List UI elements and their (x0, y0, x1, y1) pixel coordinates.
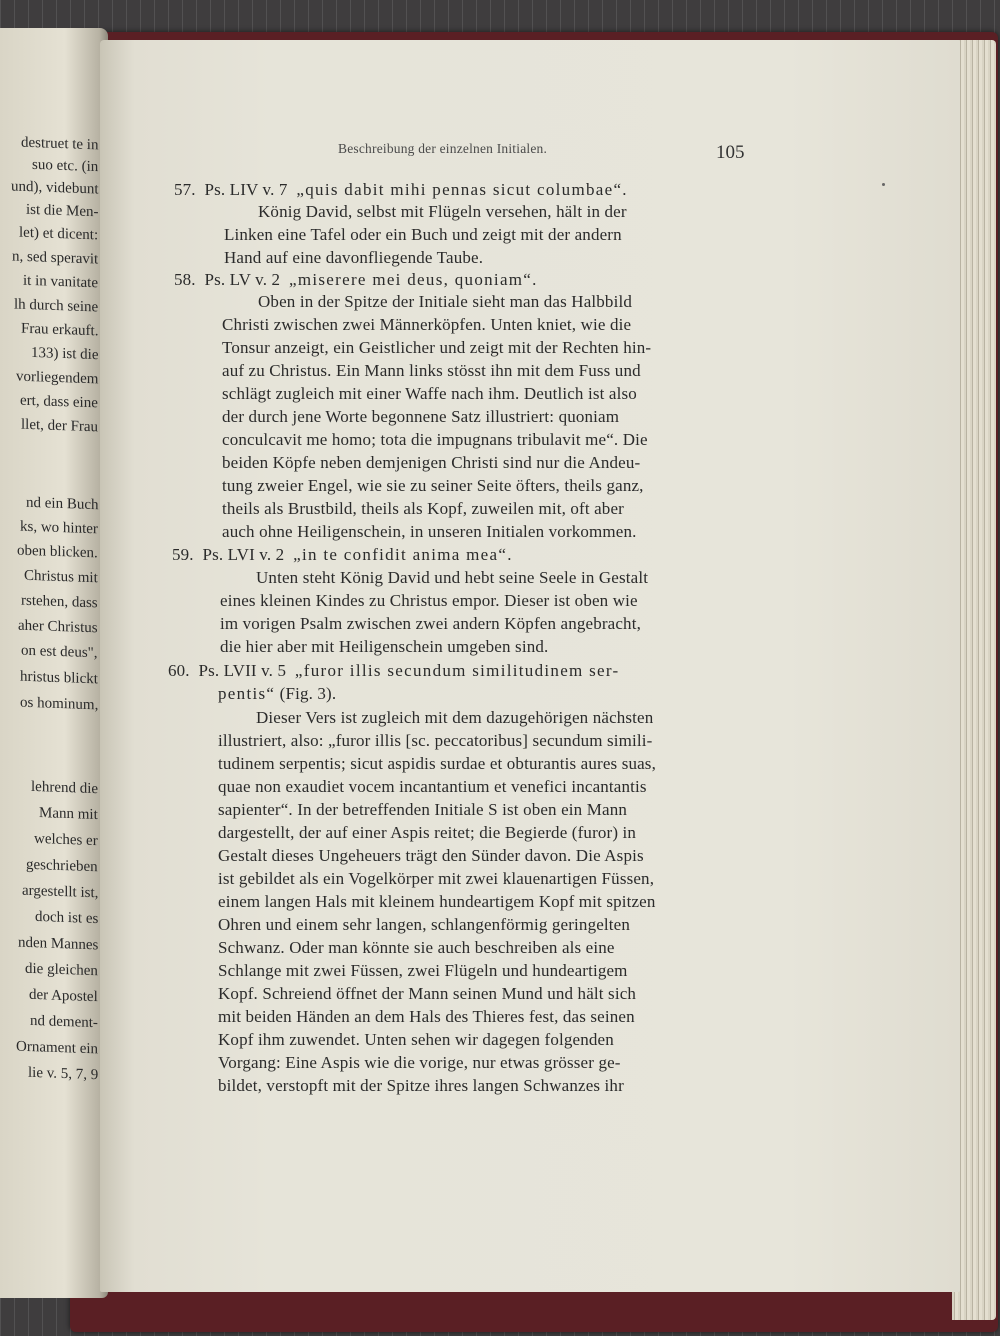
running-title: Beschreibung der einzelnen Initialen. (338, 141, 548, 156)
body-line: quae non exaudiet vocem incantantium et venefici incantantis (218, 777, 647, 796)
body-line: Christi zwischen zwei Männerköpfen. Unten kniet, wie die (222, 315, 632, 334)
body-line: Oben in der Spitze der Initiale sieht man das Halbbild (258, 292, 632, 311)
psalm-ref: Ps. LVI v. 2 (202, 545, 285, 564)
left-fragment: welches er (34, 830, 98, 850)
body-line: eines kleinen Kindes zu Christus empor. Dieser ist oben wie (220, 591, 638, 610)
body-line: theils als Brustbild, theils als Kopf, zuweilen mit, oft aber (222, 499, 624, 518)
body-line: auch ohne Heiligenschein, in unseren Initialen vorkommen. (222, 522, 637, 541)
left-fragment: Christus mit (24, 567, 98, 587)
left-fragment: let) et dicent: (18, 224, 98, 244)
left-fragment: 133) ist die (30, 344, 98, 364)
entry-59-heading (172, 545, 513, 565)
left-fragment: nden Mannes (17, 934, 98, 954)
body-line: Linken eine Tafel oder ein Buch und zeigt mit der andern (224, 225, 622, 244)
left-fragment: lh durch seine (13, 296, 98, 316)
body-line: mit beiden Händen an dem Hals des Thieres fest, das seinen (218, 1007, 635, 1026)
left-fragment: suo etc. (in (31, 156, 98, 176)
page-number: 105 (716, 142, 745, 163)
left-fragment: argestellt ist, (21, 882, 98, 902)
body-line: Schwanz. Oder man könnte sie auch beschreiben als eine (218, 938, 615, 957)
body-line: auf zu Christus. Ein Mann links stösst ihn mit dem Fuss und (222, 361, 641, 380)
body-line: conculcavit me homo; tota die impugnans tribulavit me“. Die (222, 430, 648, 449)
body-line: tung zweier Engel, wie sie zu seiner Seite öfters, theils ganz, (222, 476, 644, 495)
body-line: dargestellt, der auf einer Aspis reitet; die Begierde (furor) in (218, 823, 637, 842)
psalm-quote: „furor illis secundum similitudinem ser- (294, 661, 620, 680)
body-line: der durch jene Worte begonnene Satz illustriert: quoniam (222, 407, 620, 426)
body-line: die hier aber mit Heiligenschein umgeben sind. (220, 637, 549, 656)
left-fragment: hristus blickt (20, 668, 98, 688)
psalm-quote-cont: pentis“ (218, 684, 276, 703)
body-line: ist gebildet als ein Vogelkörper mit zwei klauenartigen Füssen, (218, 869, 655, 888)
body-line: Unten steht König David und hebt seine Seele in Gestalt (256, 568, 649, 587)
entry-number: 60. (168, 661, 190, 680)
left-facing-page (0, 28, 108, 1298)
left-fragment: der Apostel (29, 986, 98, 1006)
entry-number: 58. (174, 270, 196, 289)
psalm-quote: „quis dabit mihi pennas sicut columbae“. (296, 180, 628, 199)
body-line: Schlange mit zwei Füssen, zwei Flügeln und hundeartigem (218, 961, 628, 980)
entry-60-heading-cont (218, 684, 336, 704)
psalm-ref: Ps. LVII v. 5 (198, 661, 287, 680)
left-fragment: Mann mit (39, 804, 98, 824)
entry-57-heading (174, 180, 628, 200)
body-line: illustriert, also: „furor illis [sc. peccatoribus] secundum simili- (218, 731, 653, 750)
entry-number: 57. (174, 180, 196, 199)
left-fragment: lie v. 5, 7, 9 (27, 1064, 98, 1084)
body-line: tudinem serpentis; sicut aspidis surdae et obturantis aures suas, (218, 754, 656, 773)
left-fragment: nd dement- (30, 1012, 98, 1032)
body-line: Dieser Vers ist zugleich mit dem dazugehörigen nächsten (256, 708, 654, 727)
left-fragment: destruet te in (20, 134, 98, 154)
body-line: Hand auf eine davonfliegende Taube. (224, 248, 484, 267)
left-fragment: nd ein Buch (25, 494, 98, 514)
left-fragment: n, sed speravit (11, 248, 98, 268)
entry-60-heading (168, 661, 619, 681)
left-fragment: vorliegendem (15, 368, 98, 388)
left-fragment: Frau erkauft. (20, 320, 98, 340)
left-fragment: ist die Men- (25, 201, 98, 221)
left-fragment: lehrend die (30, 778, 98, 798)
left-fragment: oben blicken. (17, 542, 98, 562)
page-speck (882, 183, 885, 186)
left-fragment: Ornament ein (15, 1038, 98, 1058)
body-line: Vorgang: Eine Aspis wie die vorige, nur etwas grösser ge- (218, 1053, 621, 1072)
body-line: im vorigen Psalm zwischen zwei andern Köpfen angebracht, (220, 614, 641, 633)
left-fragment: os hominum, (19, 694, 98, 714)
left-fragment: on est deus", (21, 642, 98, 662)
left-fragment: aher Christus (18, 617, 98, 637)
body-line: Kopf. Schreiend öffnet der Mann seinen Mund und hält sich (218, 984, 637, 1003)
body-line: schlägt zugleich mit einer Waffe nach ihm. Deutlich ist also (222, 384, 637, 403)
psalm-ref: Ps. LIV v. 7 (204, 180, 288, 199)
left-fragment: rstehen, dass (21, 592, 98, 612)
body-line: sapienter“. In der betreffenden Initiale S ist oben ein Mann (218, 800, 627, 819)
psalm-quote: „miserere mei deus, quoniam“. (289, 270, 538, 289)
left-fragment: ert, dass eine (20, 392, 98, 412)
left-fragment: ks, wo hinter (20, 518, 98, 538)
left-fragment: geschrieben (26, 856, 98, 876)
figure-ref: (Fig. 3). (279, 684, 337, 703)
psalm-quote: „in te confidit anima mea“. (293, 545, 513, 564)
left-fragment: und), videbunt (10, 178, 98, 198)
body-line: bildet, verstopft mit der Spitze ihres langen Schwanzes ihr (218, 1076, 624, 1095)
left-fragment: die gleichen (25, 960, 98, 980)
entry-number: 59. (172, 545, 194, 564)
body-line: Kopf ihm zuwendet. Unten sehen wir dagegen folgenden (218, 1030, 614, 1049)
entry-58-heading (174, 270, 538, 290)
body-line: beiden Köpfe neben demjenigen Christi sind nur die Andeu- (222, 453, 641, 472)
body-line: Tonsur anzeigt, ein Geistlicher und zeigt mit der Rechten hin- (222, 338, 652, 357)
body-line: einem langen Hals mit kleinem hundeartigem Kopf mit spitzen (218, 892, 656, 911)
left-fragment: doch ist es (34, 908, 98, 928)
body-line: König David, selbst mit Flügeln versehen, hält in der (258, 202, 627, 221)
left-fragment: llet, der Frau (20, 416, 98, 436)
psalm-ref: Ps. LV v. 2 (204, 270, 281, 289)
body-line: Ohren und einem sehr langen, schlangenförmig geringelten (218, 915, 631, 934)
left-fragment: it in vanitate (23, 272, 98, 292)
body-line: Gestalt dieses Ungeheuers trägt den Sünder davon. Die Aspis (218, 846, 644, 865)
